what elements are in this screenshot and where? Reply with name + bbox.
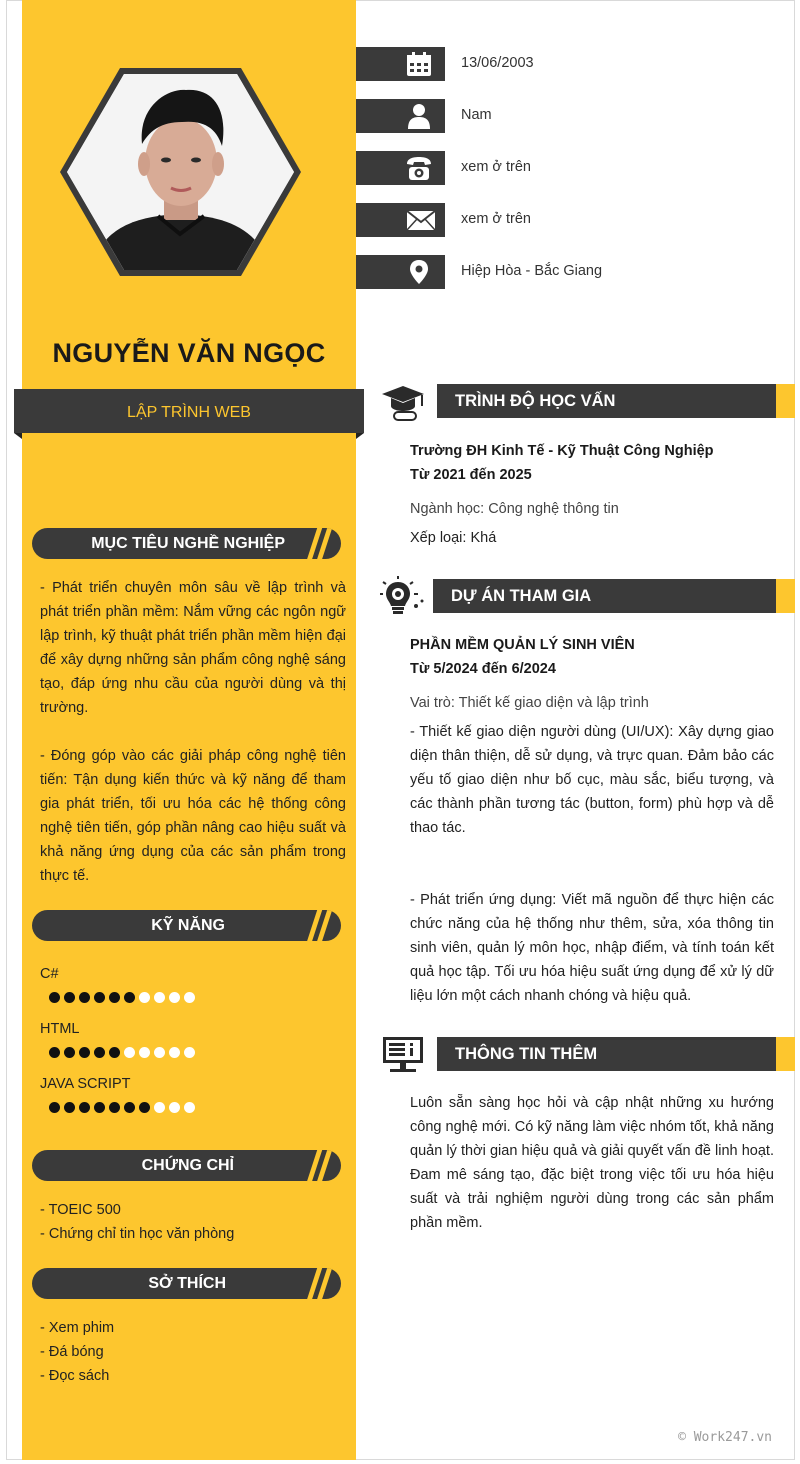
- hobbies-heading-label: SỞ THÍCH: [148, 1275, 226, 1292]
- project-title: PHẦN MỀM QUẢN LÝ SINH VIÊN: [410, 637, 635, 653]
- skill-rating: [49, 1047, 195, 1058]
- rating-dot-empty: [184, 992, 195, 1003]
- contact-icon-box: [356, 99, 445, 133]
- education-grade: Xếp loại: Khá: [410, 530, 497, 546]
- gender-text: Nam: [461, 107, 492, 123]
- list-item: - Đá bóng: [40, 1344, 104, 1360]
- rating-dot-empty: [154, 1102, 165, 1113]
- rating-dot-filled: [64, 992, 75, 1003]
- education-school: Trường ĐH Kinh Tế - Kỹ Thuật Công Nghiệp: [410, 443, 714, 459]
- rating-dot-filled: [94, 992, 105, 1003]
- skill-rating: [49, 1102, 195, 1113]
- rating-dot-filled: [79, 1102, 90, 1113]
- graduation-cap-icon: [380, 382, 426, 422]
- skill-name: C#: [40, 966, 59, 982]
- rating-dot-empty: [139, 1047, 150, 1058]
- email-text: xem ở trên: [461, 211, 531, 227]
- extra-info-heading: THÔNG TIN THÊM: [437, 1037, 776, 1071]
- address-text: Hiệp Hòa - Bắc Giang: [461, 263, 603, 279]
- certificates-list: [40, 1198, 234, 1246]
- objective-heading-label: MỤC TIÊU NGHỀ NGHIỆP: [91, 535, 285, 552]
- profile-photo: [58, 66, 303, 278]
- certificates-heading: [32, 1150, 341, 1181]
- rating-dot-filled: [124, 992, 135, 1003]
- objective-paragraph-2: - Đóng góp vào các giải pháp công nghệ tiên tiến: Tận dụng kiến thức và kỹ năng để tham gia phát triển, tối ưu hóa các hệ thống công nghệ tiên tiến, góp phần nâng cao hiệu suất và khả năng ứng dụng của các sản phẩm trong thực tế.: [40, 748, 346, 884]
- rating-dot-empty: [184, 1047, 195, 1058]
- skill-name: JAVA SCRIPT: [40, 1076, 131, 1092]
- heading-accent: [776, 384, 795, 418]
- rating-dot-filled: [124, 1102, 135, 1113]
- calendar-icon: [406, 51, 432, 77]
- rating-dot-filled: [94, 1047, 105, 1058]
- rating-dot-empty: [169, 1102, 180, 1113]
- banner-fold-right: [356, 433, 364, 439]
- list-item: - Xem phim: [40, 1320, 115, 1336]
- rating-dot-empty: [169, 992, 180, 1003]
- list-item: - Chứng chỉ tin học văn phòng: [40, 1226, 235, 1242]
- rating-dot-filled: [49, 1047, 60, 1058]
- list-item: - Đọc sách: [40, 1368, 110, 1384]
- list-item: - TOEIC 500: [40, 1202, 121, 1218]
- education-major: Ngành học: Công nghệ thông tin: [410, 501, 619, 517]
- rating-dot-empty: [139, 992, 150, 1003]
- certificates-heading-label: CHỨNG CHỈ: [141, 1157, 234, 1174]
- rating-dot-empty: [154, 1047, 165, 1058]
- rating-dot-filled: [64, 1102, 75, 1113]
- rating-dot-filled: [79, 1047, 90, 1058]
- rating-dot-filled: [109, 1102, 120, 1113]
- heading-accent: [776, 579, 795, 613]
- project-role: Vai trò: Thiết kế giao diện và lập trình: [410, 695, 649, 711]
- heading-accent: [776, 1037, 795, 1071]
- rating-dot-empty: [184, 1102, 195, 1113]
- contact-icon-box: [356, 151, 445, 185]
- job-title-banner: LẬP TRÌNH WEB: [14, 389, 364, 433]
- candidate-name: NGUYỄN VĂN NGỌC: [52, 338, 326, 368]
- watermark: © Work247.vn: [678, 1430, 772, 1445]
- rating-dot-filled: [139, 1102, 150, 1113]
- rating-dot-filled: [49, 992, 60, 1003]
- rating-dot-empty: [169, 1047, 180, 1058]
- education-period: Từ 2021 đến 2025: [410, 467, 532, 483]
- rating-dot-filled: [94, 1102, 105, 1113]
- objective-heading: [32, 528, 341, 559]
- phone-text: xem ở trên: [461, 159, 531, 175]
- rating-dot-filled: [109, 1047, 120, 1058]
- objective-paragraph-1: - Phát triển chuyên môn sâu về lập trình và phát triển phần mềm: Nắm vững các ngôn ngữ lập trình, kỹ thuật phát triển phần mềm hiện đại để xây dựng những sản phẩm công nghệ sáng tạo, đáp ứng nhu cầu của người dùng và thị trường.: [40, 580, 346, 716]
- education-heading: TRÌNH ĐỘ HỌC VẤN: [437, 384, 776, 418]
- hobbies-heading: [32, 1268, 341, 1299]
- rating-dot-empty: [154, 992, 165, 1003]
- location-pin-icon: [406, 259, 432, 285]
- birthdate-text: 13/06/2003: [461, 55, 534, 71]
- rating-dot-filled: [64, 1047, 75, 1058]
- project-description-1: - Thiết kế giao diện người dùng (UI/UX): Xây dựng giao diện thân thiện, dễ sử dụng, và trực quan. Đảm bảo các yếu tố giao diện như bố cục, màu sắc, biểu tượng, và các thành phần tương tác (button, form) phù hợp và dễ thao tác.: [410, 724, 774, 836]
- project-description-2: - Phát triển ứng dụng: Viết mã nguồn để thực hiện các chức năng của hệ thống như thêm, sửa, xóa thông tin sinh viên, quản lý môn học, nhập điểm, và tính toán kết quả học tập. Tối ưu hóa hiệu suất ứng dụng để xử lý dữ liệu lớn một cách nhanh chóng và hiệu quả.: [410, 892, 774, 1004]
- banner-fold-left: [14, 433, 22, 439]
- lightbulb-gear-icon: [380, 576, 426, 616]
- person-icon: [406, 103, 432, 129]
- contact-icon-box: [356, 255, 445, 289]
- skills-heading-label: KỸ NĂNG: [151, 917, 225, 934]
- hobbies-list: [40, 1316, 114, 1388]
- skills-heading: [32, 910, 341, 941]
- projects-heading: DỰ ÁN THAM GIA: [433, 579, 776, 613]
- contact-icon-box: [356, 203, 445, 237]
- skill-name: HTML: [40, 1021, 80, 1037]
- project-period: Từ 5/2024 đến 6/2024: [410, 661, 556, 677]
- extra-info-text: Luôn sẵn sàng học hỏi và cập nhật những xu hướng công nghệ mới. Có kỹ năng làm việc nhóm tốt, khả năng quản lý thời gian hiệu quả và giải quyết vấn đề linh hoạt. Đam mê sáng tạo, đặc biệt trong việc tối ưu hóa hiệu suất và trải nghiệm người dùng trong các sản phẩm phần mềm.: [410, 1095, 774, 1231]
- skill-rating: [49, 992, 195, 1003]
- monitor-info-icon: [380, 1034, 426, 1074]
- envelope-icon: [406, 207, 436, 233]
- rating-dot-filled: [79, 992, 90, 1003]
- rating-dot-filled: [49, 1102, 60, 1113]
- contact-icon-box: [356, 47, 445, 81]
- phone-icon: [406, 155, 432, 181]
- rating-dot-empty: [124, 1047, 135, 1058]
- rating-dot-filled: [109, 992, 120, 1003]
